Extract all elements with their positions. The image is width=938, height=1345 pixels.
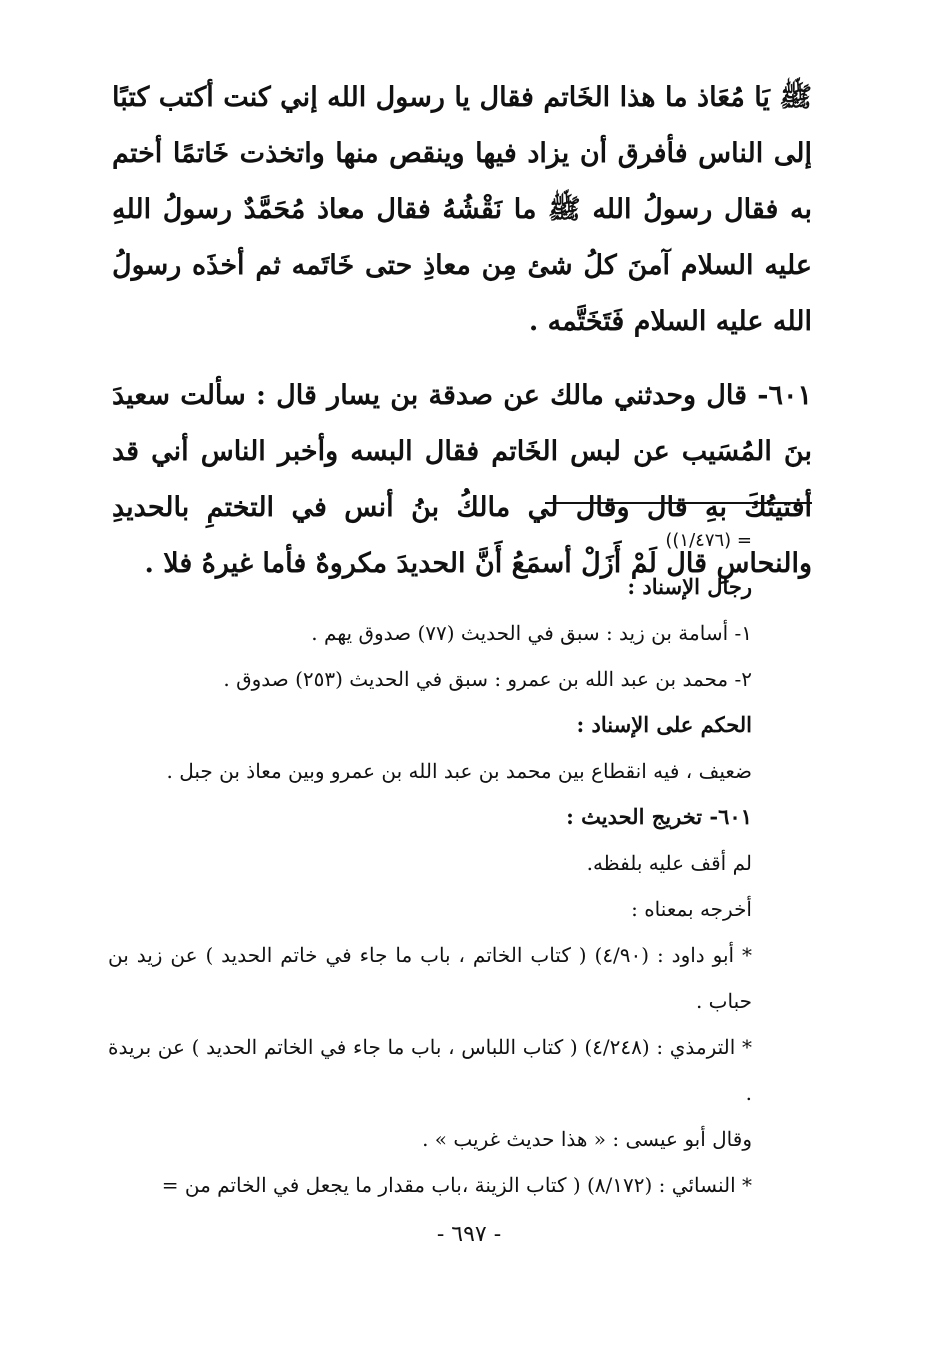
main-paragraph-1: ﷺ يَا مُعَاذ ما هذا الخَاتم فقال يا رسول الله إني كنت أكتب كتبًا إلى الناس فأفرق أن يزاد فيها وينقص منها واتخذت خَاتمًا أختم به فقال رسولُ الله ﷺ ما نَقْشُهُ فقال معاذ مُحَمَّدٌ رسولُ اللهِ عليه السلام آمنَ كلُ شئ مِن معاذِ حتى خَاتَمه ثم أخذَه رسولُ الله عليه السلام فَتَخَتَّمه . — [112, 82, 812, 337]
takhrij-heading: ٦٠١- تخريج الحديث : — [566, 804, 752, 829]
source-abu-dawud: * أبو داود : (٤/٩٠) ( كتاب الخاتم ، باب ما جاء في خاتم الحديد ) عن زيد بن حباب . — [108, 943, 752, 1013]
abu-isa-remark: وقال أبو عيسى : « هذا حديث غريب » . — [422, 1127, 752, 1151]
source-tirmidhi: * الترمذي : (٤/٢٤٨) ( كتاب اللباس ، باب ما جاء في الخاتم الحديد ) عن بريدة . — [108, 1035, 752, 1105]
rijal-item-2: ٢- محمد بن عبد الله بن عمرو : سبق في الحديث (٢٥٣) صدوق . — [223, 667, 752, 691]
footnote-separator — [545, 502, 812, 504]
hadith-number: ٦٠١- — [757, 380, 813, 411]
footnotes — [108, 518, 752, 1208]
rijal-heading: رجال الإسناد : — [627, 574, 752, 599]
hadith-text: قال وحدثني مالك عن صدقة بن يسار قال : سألت سعيدَ بنَ المُسَيب عن لبس الخَاتم فقال البسه وأخبر الناس أني قد أفتيتُكَ بهِ قال وقال لي مالكُ بنُ أنس في التختمِ بالحديدِ والنحاسِ قال لَمْ أَزَلْ أسمَعُ أَنَّ الحديدَ مكروهٌ فأما غيرهُ فلا . — [112, 380, 812, 579]
rijal-item-1: ١- أسامة بن زيد : سبق في الحديث (٧٧) صدوق يهم . — [311, 621, 752, 645]
takhrij-line-2: أخرجه بمعناه : — [631, 897, 752, 921]
page-number: - ٦٩٧ - — [436, 1222, 502, 1247]
hukm-heading: الحكم على الإسناد : — [576, 712, 752, 737]
source-nasai: * النسائي : (٨/١٧٢) ( كتاب الزينة ،باب مقدار ما يجعل في الخاتم من = — [161, 1173, 752, 1197]
hukm-text: ضعيف ، فيه انقطاع بين محمد بن عبد الله بن عمرو وبين معاذ بن جبل . — [166, 759, 752, 783]
main-text — [112, 70, 812, 592]
takhrij-line-1: لم أقف عليه بلفظه. — [586, 851, 752, 875]
reference-continuation: = (١/٤٧٦)) — [665, 530, 752, 551]
